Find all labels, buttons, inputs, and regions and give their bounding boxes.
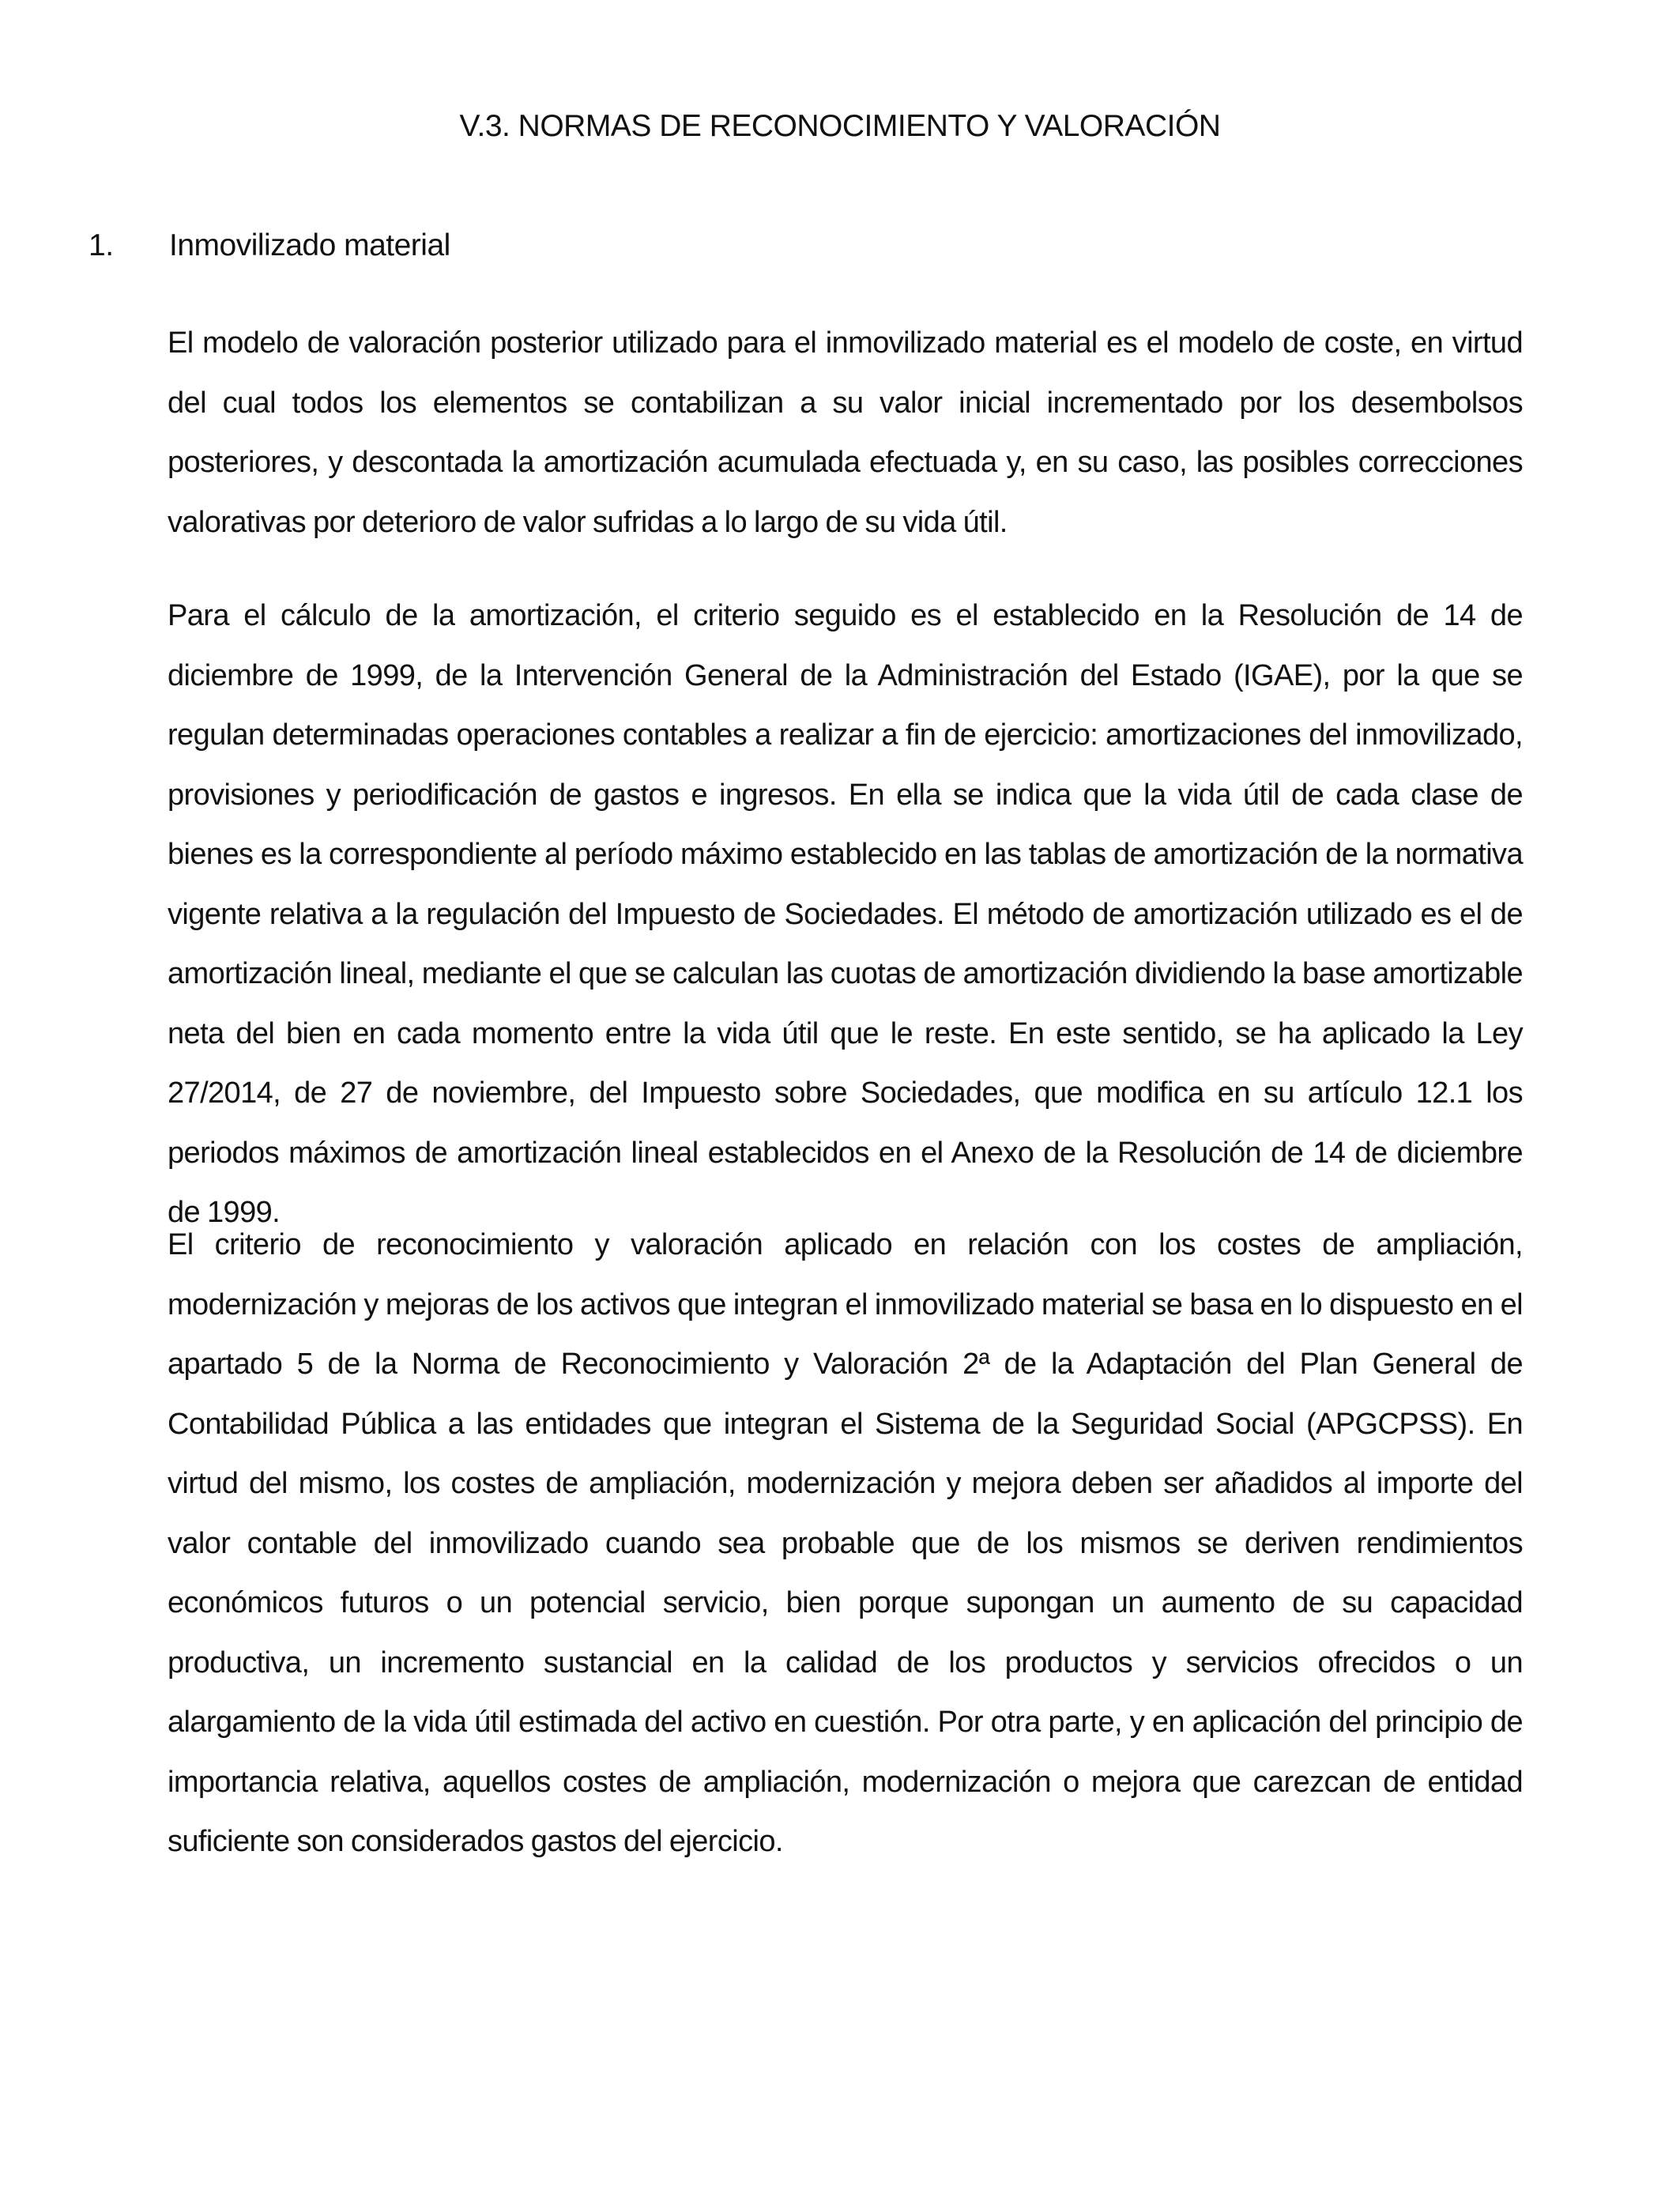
paragraph-improvement-costs: El criterio de reconocimiento y valoración aplicado en relación con los costes de ampliación, modernización y mejoras de los activos que integran el inmovilizado material se basa en lo dispuesto en el apartado 5 de la Norma de Reconocimiento y Valoración 2ª de la Adaptación del Plan General de Contabilidad Pública a las entidades que integran el Sistema de la Seguridad Social (APGCPSS). En virtud del mismo, los costes de ampliación, modernización y mejora deben ser añadidos al importe del valor contable del inmovilizado cuando sea probable que de los mismos se deriven rendimientos económicos futuros o un potencial servicio, bien porque supongan un aumento de su capacidad productiva, un incremento sustancial en la calidad de los productos y servicios ofrecidos o un alargamiento de la vida útil estimada del activo en cuestión. Por otra parte, y en aplicación del principio de importancia relativa, aquellos costes de ampliación, modernización o mejora que carezcan de entidad suficiente son considerados gastos del ejercicio.: [168, 1228, 1523, 1858]
paragraph-valuation-model: El modelo de valoración posterior utilizado para el inmovilizado material es el modelo de coste, en virtud del cual todos los elementos se contabilizan a su valor inicial incrementado por los desembolsos posteriores, y descontada la amortización acumulada efectuada y, en su caso, las posibles correcciones valorativas por deterioro de valor sufridas a lo largo de su vida útil.: [168, 326, 1523, 539]
section-heading: [89, 227, 450, 265]
document-title: V.3. NORMAS DE RECONOCIMIENTO Y VALORACIÓN: [459, 109, 1221, 143]
section-number: 1.: [89, 228, 114, 262]
paragraph-amortization-criteria: Para el cálculo de la amortización, el criterio seguido es el establecido en la Resolución de 14 de diciembre de 1999, de la Intervención General de la Administración del Estado (IGAE), por la que se regulan determinadas operaciones contables a realizar a fin de ejercicio: amortizaciones del inmovilizado, provisiones y periodificación de gastos e ingresos. En ella se indica que la vida útil de cada clase de bienes es la correspondiente al período máximo establecido en las tablas de amortización de la normativa vigente relativa a la regulación del Impuesto de Sociedades. El método de amortización utilizado es el de amortización lineal, mediante el que se calculan las cuotas de amortización dividiendo la base amortizable neta del bien en cada momento entre la vida útil que le reste. En este sentido, se ha aplicado la Ley 27/2014, de 27 de noviembre, del Impuesto sobre Sociedades, que modifica en su artículo 12.1 los periodos máximos de amortización lineal establecidos en el Anexo de la Resolución de 14 de diciembre de 1999.: [168, 599, 1523, 1229]
section-heading-text: Inmovilizado material: [169, 228, 450, 262]
